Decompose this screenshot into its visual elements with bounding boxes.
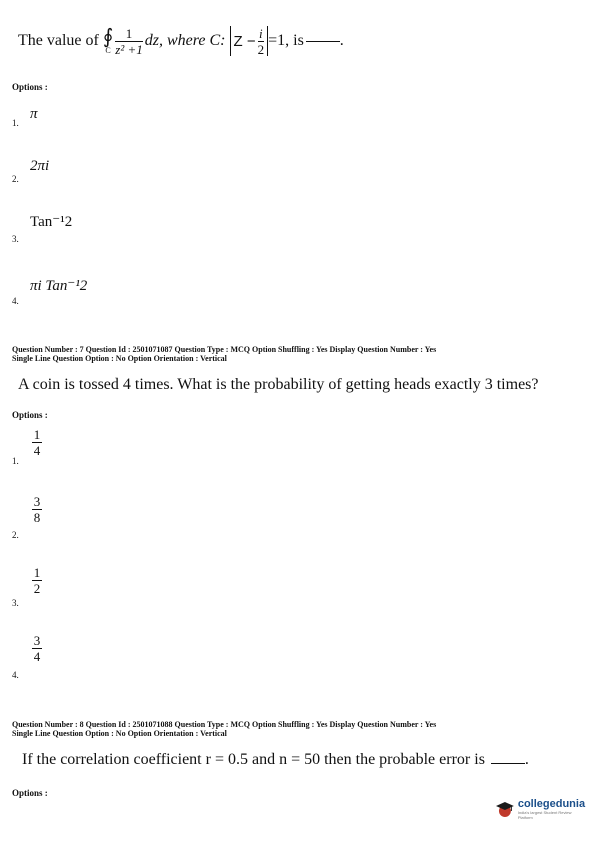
option-2-fraction xyxy=(32,495,42,524)
answer-blank xyxy=(306,41,340,42)
option-1-denominator: 4 xyxy=(33,443,41,458)
contour-variable: Z − xyxy=(233,32,256,50)
contour-fraction xyxy=(258,27,265,56)
collegedunia-logo xyxy=(495,796,587,822)
options-label: Options : xyxy=(12,82,48,92)
option-3-value: Tan⁻¹2 xyxy=(30,214,73,230)
question-8-meta xyxy=(12,720,587,738)
option-1-number: 1. xyxy=(12,118,19,128)
contour-fraction-numerator: i xyxy=(259,25,263,41)
question-8-meta-line1: Question Number : 8 Question Id : 2501071088 Question Type : MCQ Option Shuffling : Yes Display Question Number : Yes xyxy=(12,720,437,729)
question-8-text xyxy=(22,751,529,769)
integrand-denominator: z² +1 xyxy=(115,41,143,57)
option-3-number: 3. xyxy=(12,598,19,608)
options-label: Options : xyxy=(12,410,48,420)
option-3-fraction xyxy=(32,566,42,595)
integrand-numerator: 1 xyxy=(125,25,133,41)
question-7-meta-line2: Single Line Question Option : No Option Orientation : Vertical xyxy=(12,354,227,363)
answer-blank xyxy=(491,763,525,764)
graduation-cap-icon xyxy=(495,799,515,819)
option-4-value: πi Tan⁻¹2 xyxy=(30,278,88,294)
option-1-number: 1. xyxy=(12,456,19,466)
question-8-body: If the correlation coefficient r = 0.5 and n = 50 then the probable error is xyxy=(22,751,485,768)
integral-subscript: C xyxy=(105,46,111,55)
option-3-number: 3. xyxy=(12,234,19,244)
options-label: Options : xyxy=(12,788,48,798)
question-end-punct: . xyxy=(524,751,529,768)
question-7-meta-line1: Question Number : 7 Question Id : 2501071087 Question Type : MCQ Option Shuffling : Yes Display Question Number : Yes xyxy=(12,345,437,354)
contour-condition xyxy=(230,26,269,56)
option-3-numerator: 1 xyxy=(33,565,41,580)
logo-tagline: India's largest Student Review Platform xyxy=(517,809,572,820)
option-1-numerator: 1 xyxy=(33,427,41,442)
option-4-number: 4. xyxy=(12,670,19,680)
option-3-denominator: 2 xyxy=(33,581,41,596)
option-2-number: 2. xyxy=(12,174,19,184)
integral-sign: ∮ xyxy=(102,26,114,48)
contour-fraction-denominator: 2 xyxy=(257,41,265,57)
integrand-fraction xyxy=(115,27,142,56)
question-end-punct: . xyxy=(339,32,344,49)
option-1-fraction xyxy=(32,428,42,457)
contour-integral xyxy=(103,27,113,55)
option-2-denominator: 8 xyxy=(33,510,41,525)
question-7-meta xyxy=(12,345,587,363)
question-8-meta-line2: Single Line Question Option : No Option Orientation : Vertical xyxy=(12,729,227,738)
option-2-numerator: 3 xyxy=(33,494,41,509)
option-4-fraction xyxy=(32,634,42,663)
option-4-numerator: 3 xyxy=(33,633,41,648)
contour-rhs: =1, is xyxy=(268,32,304,49)
question-7-text: A coin is tossed 4 times. What is the probability of getting heads exactly 3 times? xyxy=(18,376,539,393)
option-4-number: 4. xyxy=(12,296,19,306)
question-6-text xyxy=(18,26,344,56)
logo-name: collegedunia xyxy=(517,797,586,810)
option-1-value: π xyxy=(30,106,38,122)
question-text-prefix: The value of xyxy=(18,32,99,49)
option-2-number: 2. xyxy=(12,530,19,540)
option-2-value: 2πi xyxy=(30,158,50,174)
option-4-denominator: 4 xyxy=(33,649,41,664)
integral-dz: dz, where C: xyxy=(144,32,226,49)
